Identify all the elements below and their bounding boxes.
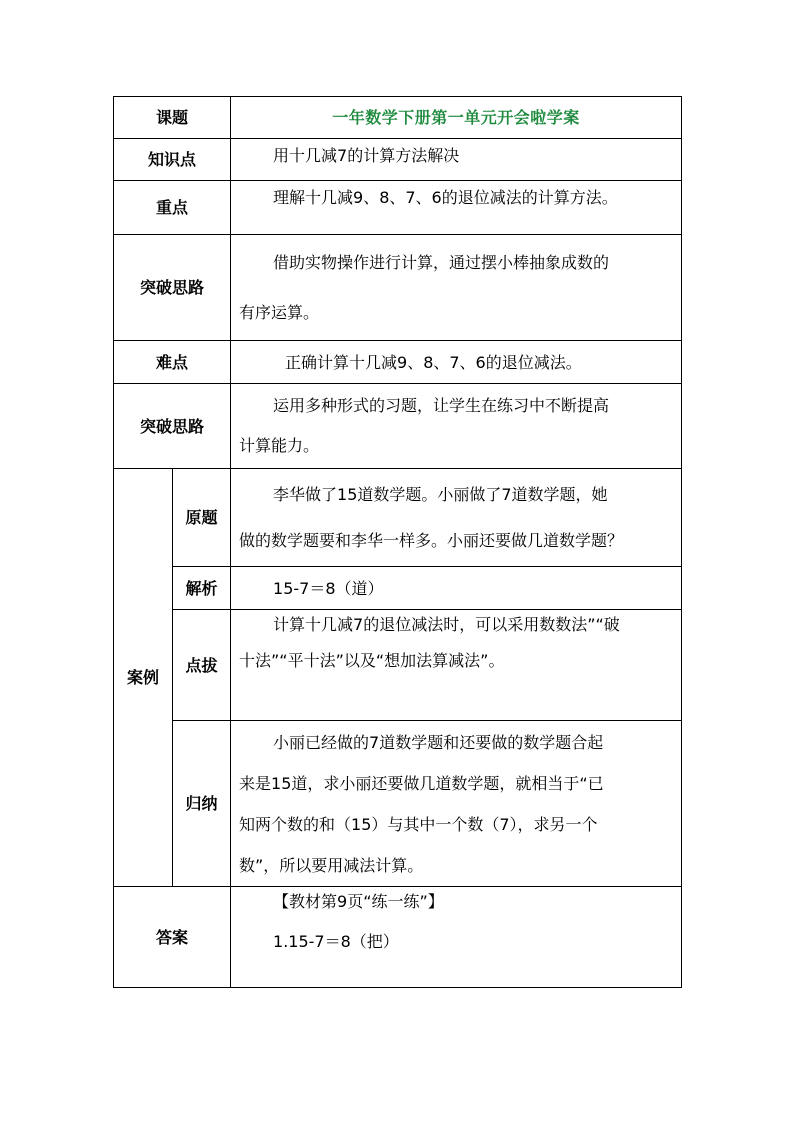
answer-content	[231, 887, 682, 988]
summary-line: 来是15道，求小丽还要做几道数学题，就相当于“已	[239, 773, 604, 793]
breakthrough-2-line: 计算能力。	[239, 436, 320, 455]
original-line: 做的数学题要和李华一样多。小丽还要做几道数学题？	[239, 530, 624, 550]
key-point-value: 理解十几减9、8、7、6的退位减法的计算方法。	[231, 181, 682, 235]
row-case-tips	[114, 610, 682, 721]
answer-line: 【教材第9页“练一练”】	[273, 892, 444, 911]
difficulty-label: 难点	[114, 341, 231, 384]
breakthrough-2-line: 运用多种形式的习题，让学生在练习中不断提高	[273, 396, 610, 415]
analysis-label: 解析	[173, 567, 231, 610]
breakthrough-1-line: 借助实物操作进行计算，通过摆小棒抽象成数的	[273, 252, 610, 272]
summary-line: 小丽已经做的7道数学题和还要做的数学题合起	[273, 732, 604, 752]
summary-content	[231, 721, 682, 887]
analysis-value: 15-7＝8（道）	[231, 567, 682, 610]
difficulty-value: 正确计算十几减9、8、7、6的退位减法。	[231, 341, 682, 384]
breakthrough-2-label: 突破思路	[114, 384, 231, 469]
summary-line: 数”，所以要用减法计算。	[239, 855, 424, 875]
row-knowledge	[114, 139, 682, 181]
row-case-original	[114, 469, 682, 567]
tips-line: 十法”“平十法”以及“想加法算减法”。	[239, 651, 505, 670]
lesson-plan-table	[113, 96, 682, 988]
answer-label: 答案	[114, 887, 231, 988]
tips-line: 计算十几减7的退位减法时，可以采用数数法”“破	[273, 615, 620, 634]
summary-label: 归纳	[173, 721, 231, 887]
original-label: 原题	[173, 469, 231, 567]
row-case-summary	[114, 721, 682, 887]
knowledge-value: 用十几减7的计算方法解决	[231, 139, 682, 181]
breakthrough-1-content	[231, 235, 682, 341]
breakthrough-1-label: 突破思路	[114, 235, 231, 341]
knowledge-label: 知识点	[114, 139, 231, 181]
original-line: 李华做了15道数学题。小丽做了7道数学题，她	[273, 484, 608, 504]
row-title	[114, 97, 682, 139]
row-difficulty	[114, 341, 682, 384]
breakthrough-1-line: 有序运算。	[239, 302, 320, 322]
title-label: 课题	[114, 97, 231, 139]
row-breakthrough-1	[114, 235, 682, 341]
tips-content	[231, 610, 682, 721]
original-content	[231, 469, 682, 567]
case-label: 案例	[114, 469, 173, 887]
key-point-label: 重点	[114, 181, 231, 235]
row-answer	[114, 887, 682, 988]
answer-line: 1.15-7＝8（把）	[273, 932, 399, 951]
tips-label: 点拔	[173, 610, 231, 721]
row-key-point	[114, 181, 682, 235]
page-title: 一年数学下册第一单元开会啦学案	[231, 97, 682, 139]
summary-line: 知两个数的和（15）与其中一个数（7），求另一个	[239, 814, 598, 834]
breakthrough-2-content	[231, 384, 682, 469]
row-breakthrough-2	[114, 384, 682, 469]
row-case-analysis	[114, 567, 682, 610]
